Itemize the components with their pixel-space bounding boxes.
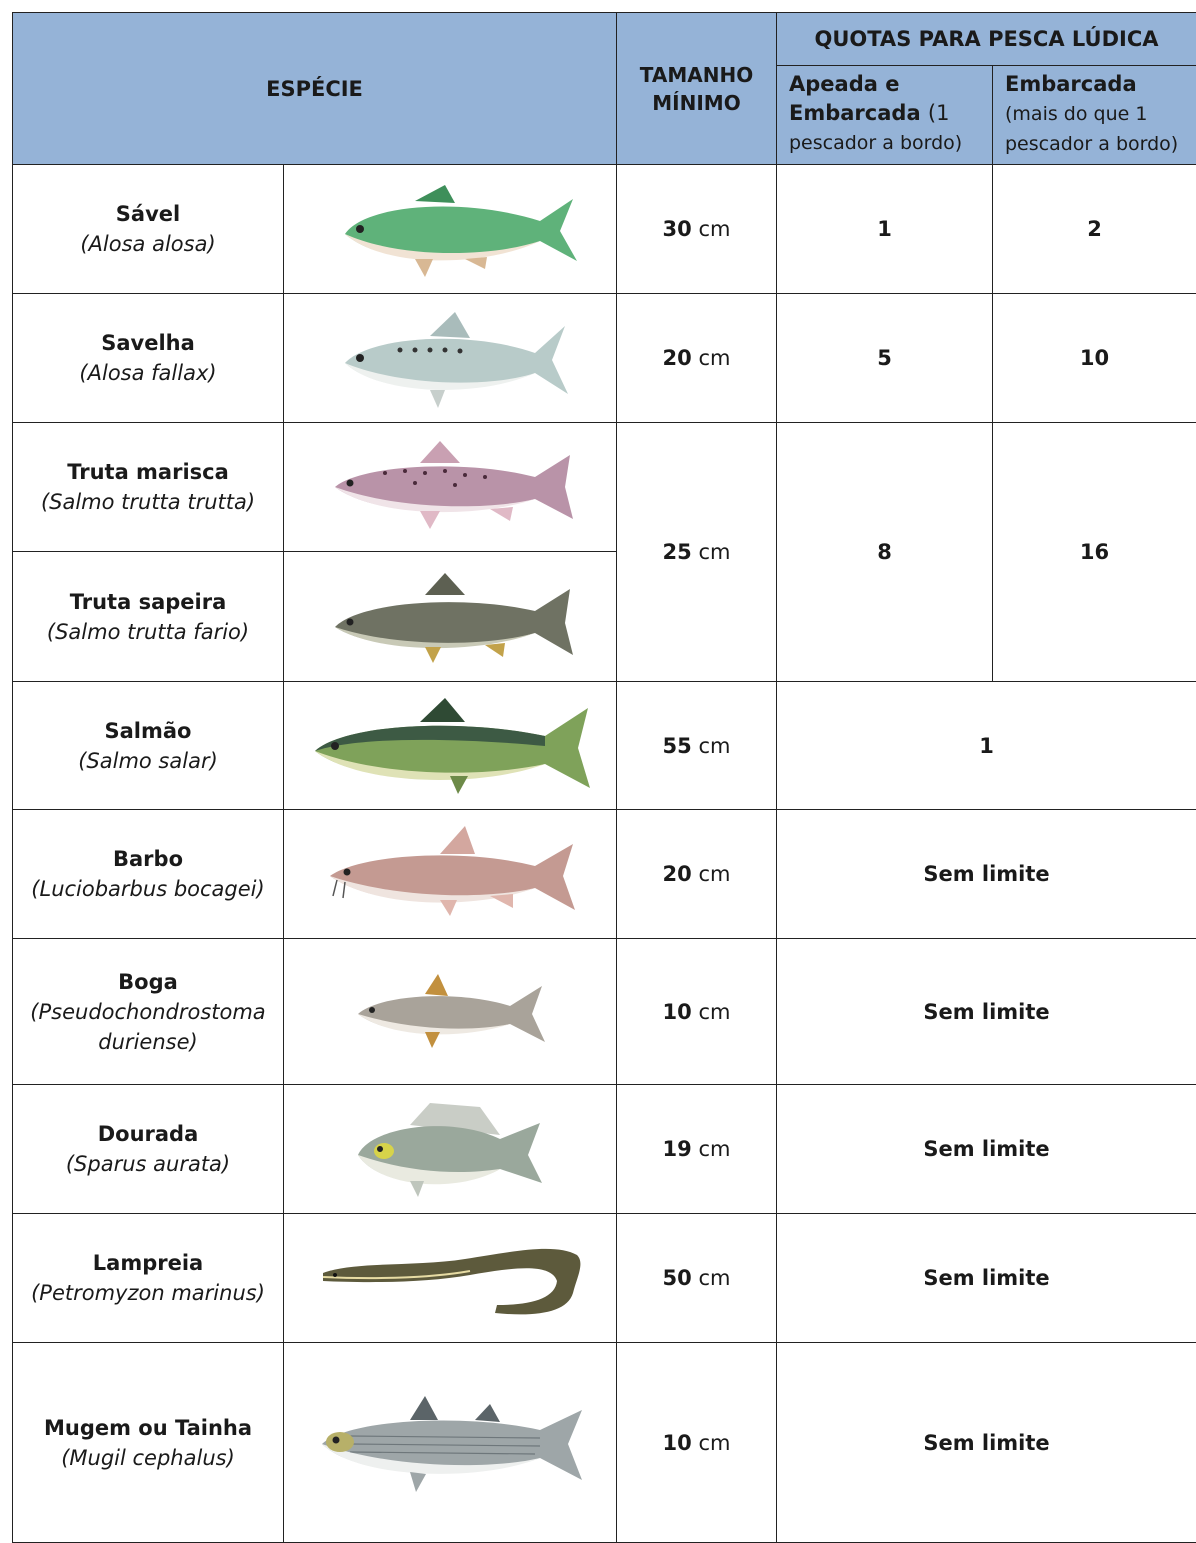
quota-b-value: 2 — [1087, 217, 1102, 241]
lamprey-icon — [315, 1233, 585, 1323]
species-latin: (Sparus aurata) — [65, 1152, 231, 1176]
size-unit: cm — [698, 862, 731, 886]
minimum-size-value: 25 — [662, 540, 692, 564]
mullet-fish-icon — [310, 1388, 590, 1498]
species-image-cell — [284, 552, 617, 682]
species-image-cell — [284, 682, 617, 810]
quota-a-cell — [777, 165, 993, 294]
minimum-size-value: 55 — [662, 733, 692, 758]
header-minimum-size — [617, 13, 777, 165]
minimum-size-cell — [617, 294, 777, 423]
species-name-cell — [13, 1343, 284, 1543]
minimum-size-value: 50 — [662, 1266, 692, 1290]
minimum-size-value: 10 — [662, 1430, 692, 1455]
quota-b-cell — [993, 423, 1196, 682]
size-unit: cm — [698, 1430, 731, 1455]
species-name: Savelha — [101, 331, 195, 355]
size-unit: cm — [698, 1137, 731, 1161]
minimum-size-value: 30 — [662, 217, 692, 241]
species-name-cell — [13, 1214, 284, 1343]
quota-b-value: 16 — [1079, 540, 1110, 564]
minimum-size-value: 10 — [662, 999, 692, 1024]
species-latin: (Mugil cephalus) — [61, 1445, 235, 1470]
size-unit: cm — [698, 1266, 731, 1290]
species-name-cell — [13, 165, 284, 294]
quota-cell — [777, 682, 1196, 810]
header-col-b-small1: (mais do que 1 — [1005, 103, 1148, 125]
quota-b-cell — [993, 165, 1196, 294]
species-latin: (Luciobarbus bocagei) — [31, 877, 265, 901]
quota-cell — [777, 810, 1196, 939]
species-image-cell — [284, 423, 617, 552]
header-size-line2: MÍNIMO — [652, 90, 741, 115]
quota-value: Sem limite — [923, 1137, 1050, 1161]
header-col-a-bold1: Apeada e — [789, 72, 900, 96]
quota-value: Sem limite — [923, 1266, 1050, 1290]
shad-fish-icon — [315, 179, 585, 279]
quota-a-value: 8 — [877, 540, 892, 564]
species-name: Mugem ou Tainha — [43, 1415, 253, 1440]
species-name-cell — [13, 939, 284, 1085]
species-name-cell — [13, 810, 284, 939]
minimum-size-cell — [617, 682, 777, 810]
header-quotas: QUOTAS PARA PESCA LÚDICA — [777, 13, 1196, 66]
quota-a-cell — [777, 294, 993, 423]
species-latin: (Petromyzon marinus) — [31, 1281, 265, 1305]
species-image-cell — [284, 294, 617, 423]
minimum-size-cell — [617, 423, 777, 682]
species-name: Sável — [115, 202, 181, 226]
size-unit: cm — [698, 999, 731, 1024]
quota-value: 1 — [979, 733, 994, 758]
table-row — [13, 1214, 1196, 1343]
minimum-size-cell — [617, 810, 777, 939]
quota-cell — [777, 1214, 1196, 1343]
size-unit: cm — [698, 217, 731, 241]
salmon-fish-icon — [300, 696, 600, 796]
twaite-shad-fish-icon — [320, 308, 580, 408]
quota-cell — [777, 1343, 1196, 1543]
species-name: Truta sapeira — [69, 589, 227, 614]
table-row — [13, 682, 1196, 810]
table-row — [13, 1343, 1196, 1543]
minimum-size-cell — [617, 939, 777, 1085]
species-latin: (Salmo trutta trutta) — [40, 490, 256, 514]
species-latin: (Salmo trutta fario) — [46, 619, 250, 644]
species-name-cell — [13, 682, 284, 810]
minimum-size-value: 20 — [662, 862, 692, 886]
header-col-a-normal: (1 — [927, 101, 950, 125]
header-row-top — [13, 13, 1196, 66]
species-latin: (Salmo salar) — [78, 748, 218, 773]
species-image-cell — [284, 1214, 617, 1343]
quota-b-cell — [993, 294, 1196, 423]
header-col-b-bold: Embarcada — [1005, 72, 1137, 96]
species-image-cell — [284, 810, 617, 939]
gilthead-bream-fish-icon — [350, 1099, 550, 1199]
header-size-line1: TAMANHO — [639, 62, 754, 87]
species-name-cell — [13, 294, 284, 423]
size-unit: cm — [698, 346, 731, 370]
species-image-cell — [284, 1085, 617, 1214]
header-quota-a — [777, 66, 993, 165]
header-col-a-small: pescador a bordo) — [789, 132, 963, 154]
species-name-cell — [13, 423, 284, 552]
species-name-cell — [13, 1085, 284, 1214]
species-name: Dourada — [97, 1122, 199, 1146]
species-latin: (Pseudochondrostoma — [30, 999, 266, 1024]
species-image-cell — [284, 165, 617, 294]
quota-cell — [777, 1085, 1196, 1214]
sea-trout-fish-icon — [315, 437, 585, 537]
species-name: Truta marisca — [67, 460, 229, 484]
species-latin: (Alosa fallax) — [79, 361, 217, 385]
minimum-size-value: 19 — [662, 1137, 692, 1161]
quota-value: Sem limite — [923, 862, 1050, 886]
species-name: Barbo — [113, 847, 183, 871]
quota-value: Sem limite — [923, 999, 1050, 1024]
minimum-size-cell — [617, 165, 777, 294]
quota-cell — [777, 939, 1196, 1085]
species-image-cell — [284, 1343, 617, 1543]
quota-a-cell — [777, 423, 993, 682]
brown-trout-fish-icon — [315, 567, 585, 667]
table-row — [13, 294, 1196, 423]
species-name-cell — [13, 552, 284, 682]
table-row — [13, 939, 1196, 1085]
species-latin-continued: duriense) — [98, 1029, 198, 1054]
minimum-size-value: 20 — [662, 346, 692, 370]
quota-b-value: 10 — [1079, 346, 1110, 370]
species-name: Boga — [118, 969, 178, 994]
table-row — [13, 810, 1196, 939]
species-name: Lampreia — [92, 1251, 204, 1275]
species-name: Salmão — [104, 718, 192, 743]
header-col-b-small2: pescador a bordo) — [1005, 133, 1179, 155]
table-row — [13, 1085, 1196, 1214]
minimum-size-cell — [617, 1343, 777, 1543]
minimum-size-cell — [617, 1085, 777, 1214]
size-unit: cm — [698, 540, 731, 564]
species-image-cell — [284, 939, 617, 1085]
species-latin: (Alosa alosa) — [80, 232, 216, 256]
header-species: ESPÉCIE — [13, 13, 617, 165]
size-unit: cm — [698, 733, 731, 758]
nase-fish-icon — [350, 972, 550, 1052]
minimum-size-cell — [617, 1214, 777, 1343]
table-row — [13, 165, 1196, 294]
quota-a-value: 1 — [877, 217, 892, 241]
header-quota-b — [993, 66, 1196, 165]
quota-a-value: 5 — [877, 346, 892, 370]
header-col-a-bold2: Embarcada — [789, 101, 921, 125]
barbel-fish-icon — [315, 824, 585, 924]
table-row — [13, 423, 1196, 552]
fishing-quota-table — [12, 12, 1196, 1543]
quota-value: Sem limite — [923, 1430, 1050, 1455]
